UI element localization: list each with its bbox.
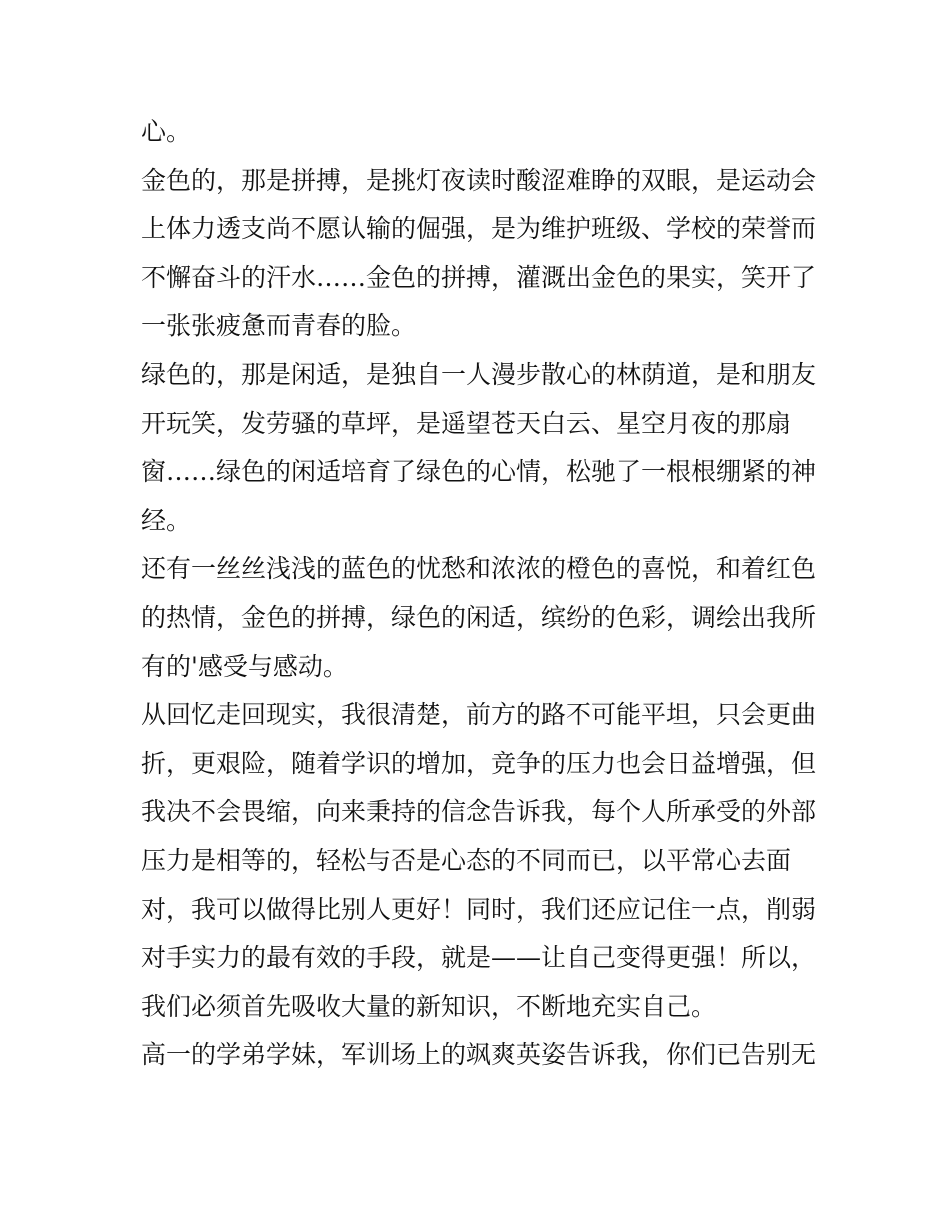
text-line: 经。 [141, 505, 192, 535]
text-line: 绿色的，那是闲适，是独自一人漫步散心的林荫道，是和朋友 [141, 359, 817, 389]
text-line: 从回忆走回现实，我很清楚，前方的路不可能平坦，只会更曲 [141, 700, 817, 730]
text-line: 窗……绿色的闲适培育了绿色的心情，松驰了一根根绷紧的神 [141, 457, 817, 487]
text-line: 金色的，那是拼搏，是挑灯夜读时酸涩难睁的双眼，是运动会 [141, 165, 817, 195]
text-line: 对手实力的最有效的手段，就是——让自己变得更强！所以， [141, 943, 817, 973]
text-line: 压力是相等的，轻松与否是心态的不同而已，以平常心去面 [141, 845, 792, 875]
text-line: 不懈奋斗的汗水……金色的拼搏，灌溉出金色的果实，笑开了 [141, 262, 817, 292]
text-line: 心。 [141, 117, 192, 146]
text-line: 有的'感受与感动。 [141, 651, 348, 681]
text-line: 对，我可以做得比别人更好！同时，我们还应记住一点，削弱 [141, 894, 817, 924]
text-line: 折，更艰险，随着学识的增加，竞争的压力也会日益增强，但 [141, 748, 817, 778]
text-line: 高一的学弟学妹，军训场上的飒爽英姿告诉我，你们已告别无 [141, 1040, 817, 1070]
text-line: 还有一丝丝浅浅的蓝色的忧愁和浓浓的橙色的喜悦，和着红色 [141, 554, 817, 584]
text-line: 的热情，金色的拼搏，绿色的闲适，缤纷的色彩，调绘出我所 [141, 602, 817, 632]
text-line: 我决不会畏缩，向来秉持的信念告诉我，每个人所承受的外部 [141, 797, 817, 827]
document-body [141, 108, 817, 1080]
text-line: 开玩笑，发劳骚的草坪，是遥望苍天白云、星空月夜的那扇 [141, 408, 792, 438]
text-line: 上体力透支尚不愿认输的倔强，是为维护班级、学校的荣誉而 [141, 214, 817, 244]
text-line: 一张张疲惫而青春的脸。 [141, 311, 417, 341]
text-line: 我们必须首先吸收大量的新知识，不断地充实自己。 [141, 991, 717, 1021]
